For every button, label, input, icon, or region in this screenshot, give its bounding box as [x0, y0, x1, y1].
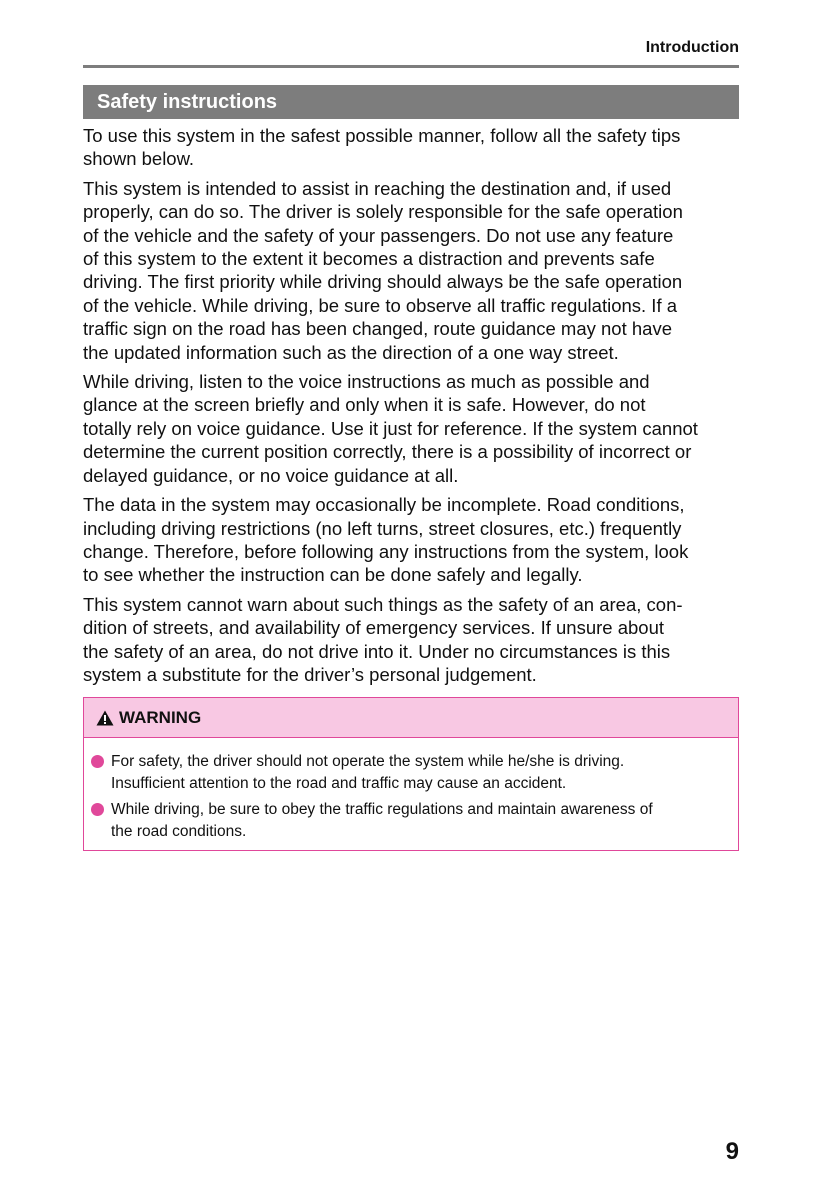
list-item	[91, 751, 738, 794]
warning-item-text	[111, 751, 624, 794]
text-line: traffic sign on the road has been changed, route guidance may not have	[83, 318, 672, 340]
text-line: of the vehicle and the safety of your passengers. Do not use any feature	[83, 224, 674, 246]
text-line: Insufficient attention to the road and traffic may cause an accident.	[111, 774, 567, 792]
text-line: system a substitute for the driver’s personal judgement.	[83, 663, 537, 685]
warning-title: WARNING	[119, 707, 202, 727]
bullet-icon	[91, 755, 104, 768]
text-line: to see whether the instruction can be done safely and legally.	[83, 564, 583, 586]
paragraph-data-accuracy	[83, 493, 743, 587]
text-line: glance at the screen briefly and only when it is safe. However, do not	[83, 394, 646, 416]
text-line: While driving, listen to the voice instructions as much as possible and	[83, 371, 650, 393]
text-line: For safety, the driver should not operate the system while he/she is driving.	[111, 753, 625, 770]
section-title: Safety instructions	[83, 85, 739, 119]
warning-list	[84, 738, 738, 842]
text-line: delayed guidance, or no voice guidance at all.	[83, 464, 459, 486]
warning-box	[83, 697, 739, 851]
running-header: Introduction	[645, 39, 739, 56]
text-line: totally rely on voice guidance. Use it just for reference. If the system cannot	[83, 417, 698, 439]
text-line: shown below.	[83, 148, 195, 170]
text-line: While driving, be sure to obey the traffic regulations and maintain awareness of	[111, 801, 653, 818]
text-line: determine the current position correctly, there is a possibility of incorrect or	[83, 441, 692, 463]
text-line: driving. The first priority while driving should always be the safe operation	[83, 271, 683, 293]
bullet-icon	[91, 803, 104, 816]
text-line: the road conditions.	[111, 822, 247, 840]
paragraph-limitations	[83, 593, 743, 687]
text-line: of the vehicle. While driving, be sure to observe all traffic regulations. If a	[83, 294, 678, 316]
paragraph-purpose	[83, 177, 743, 364]
text-line: To use this system in the safest possible manner, follow all the safety tips	[83, 125, 681, 146]
list-item	[91, 799, 738, 842]
text-line: including driving restrictions (no left turns, street closures, etc.) frequently	[83, 517, 682, 539]
paragraph-intro	[83, 124, 743, 171]
warning-triangle-icon	[96, 710, 114, 726]
header-divider	[83, 65, 739, 68]
text-line: properly, can do so. The driver is solely responsible for the safe operation	[83, 201, 683, 223]
body-text	[83, 124, 743, 692]
text-line: This system is intended to assist in reaching the destination and, if used	[83, 177, 672, 199]
text-line: This system cannot warn about such things as the safety of an area, con-	[83, 593, 683, 615]
text-line: the safety of an area, do not drive into it. Under no circumstances is this	[83, 640, 671, 662]
text-line: change. Therefore, before following any instructions from the system, look	[83, 540, 689, 562]
text-line: dition of streets, and availability of emergency services. If unsure about	[83, 617, 664, 639]
warning-header	[84, 698, 738, 738]
page-number: 9	[725, 1138, 739, 1165]
warning-item-text	[111, 799, 653, 842]
text-line: the updated information such as the direction of a one way street.	[83, 341, 619, 363]
text-line: The data in the system may occasionally be incomplete. Road conditions,	[83, 494, 685, 516]
text-line: of this system to the extent it becomes a distraction and prevents safe	[83, 248, 655, 270]
paragraph-voice-guidance	[83, 370, 743, 487]
